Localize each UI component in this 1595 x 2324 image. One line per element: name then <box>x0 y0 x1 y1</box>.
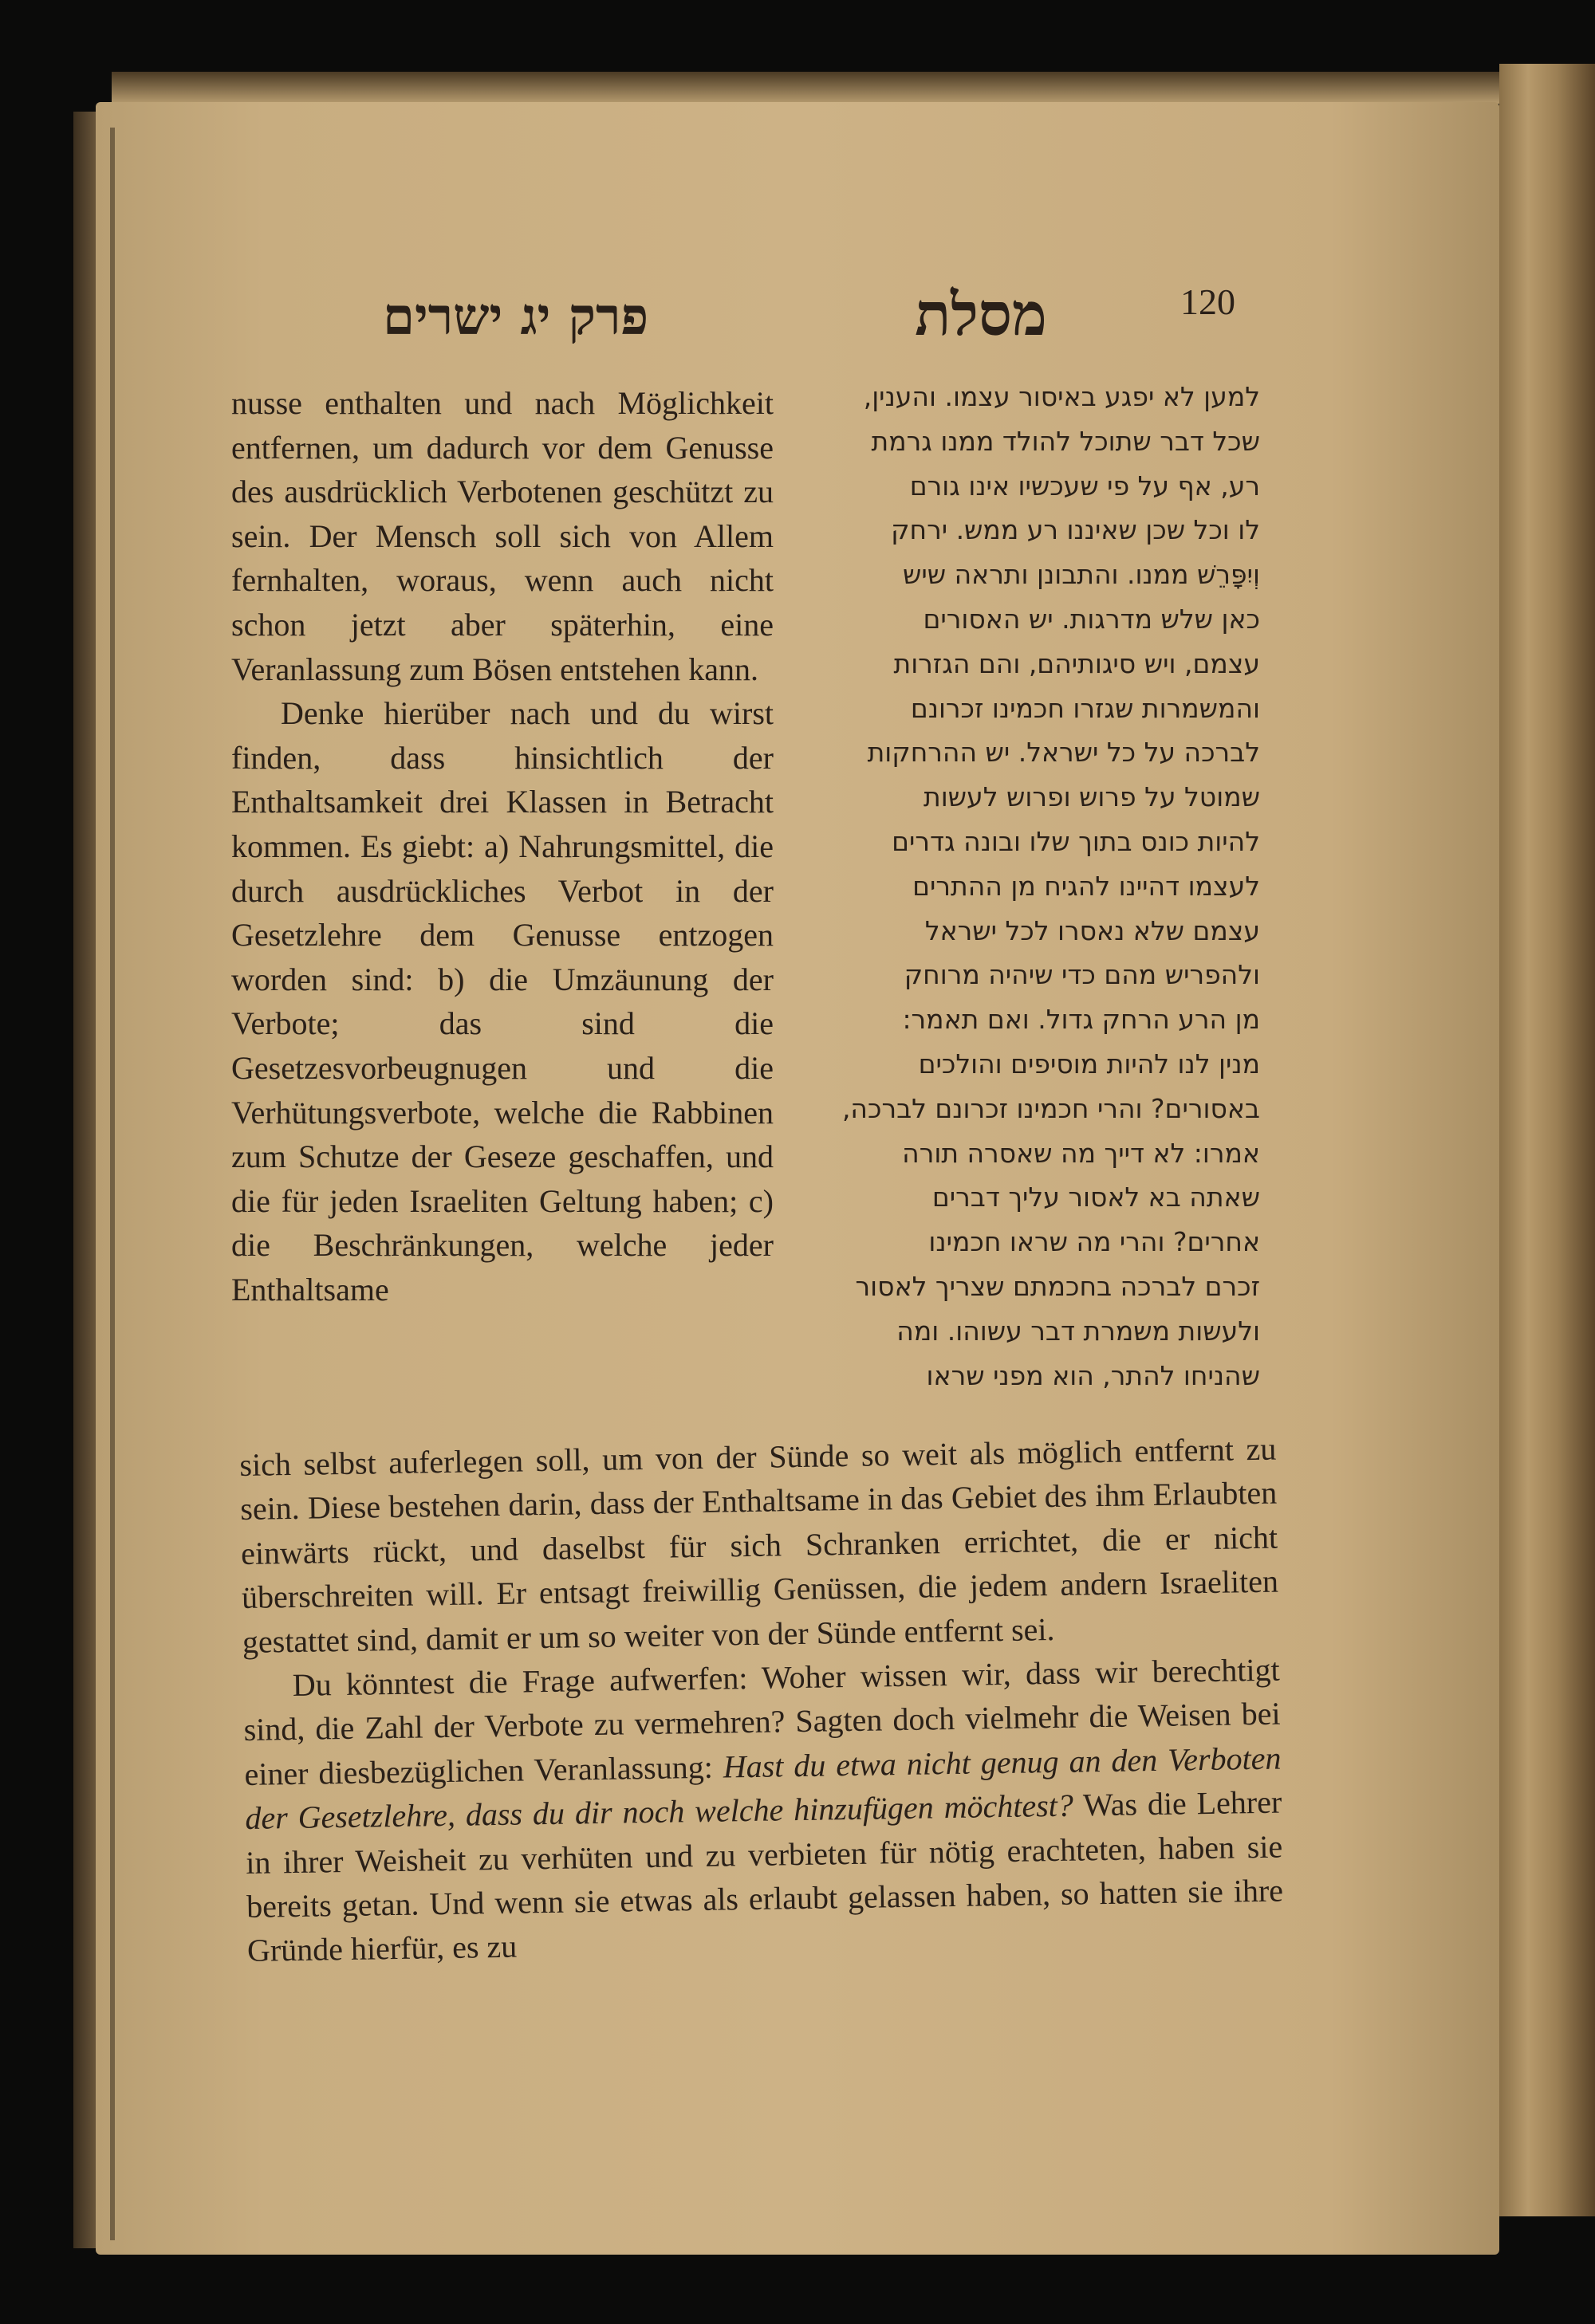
gutter-shadow <box>110 128 115 2240</box>
hebrew-line: שכל דבר שתוכל להולד ממנו גרמת <box>871 425 1260 457</box>
hebrew-line: מן הרע הרחק גדול. ואם תאמר: <box>902 1004 1260 1036</box>
hebrew-line: זכרם לברכה בחכמתם שצריך לאסור <box>855 1270 1260 1302</box>
german-paragraph: nusse enthalten und nach Möglichkeit entfernen, um dadurch vor dem Genusse des ausdrücklich Verbotenen geschützt zu sein. Der Mensch soll sich von Allem fernhalten, woraus, wenn auch nicht schon jetzt aber späterhin, eine Veranlassung zum Bösen entstehen kann. <box>231 385 774 687</box>
paragraph-start: Du könntest die Frage aufwerfen: Woher wissen wir, dass wir berechtigt sind, die Zahl der Verbote zu vermehren? Sagten doch vielmehr die Weisen bei einer diesbezüglichen Veranlassung: <box>243 1651 1281 1792</box>
hebrew-line: מנין לנו להיות מוסיפים והולכים <box>918 1048 1260 1079</box>
german-paragraph: Denke hierüber nach und du wirst finden, dass hinsichtlich der Enthaltsamkeit drei Klassen in Betracht kommen. Es giebt: a) Nahrungsmittel, die durch ausdrückliches Verbot in der Gesetzlehre dem Genusse entzogen worden sind: b) die Umzäunung der Verbote; das sind die Gesetzesvorbeugnugen und die Verhütungsverbote, welche die Rabbinen zum Schutze der Geseze geschaffen, und die für jeden Israeliten Geltung haben; c) die Beschränkungen, welche jeder Enthaltsame <box>231 695 774 1307</box>
hebrew-line: לו וכל שכן שאיננו רע ממש. ירחק <box>891 514 1260 546</box>
german-paragraph: sich selbst auferlegen soll, um von der Sünde so weit als möglich entfernt zu sein. Diese bestehen darin, dass der Enthaltsame in das Gebiet des ihm Erlaubten einwärts rückt, und daselbst für sich Schranken errichtet, die er nicht überschreiten will. Er entsagt freiwillig Genüssen, die jedem andern Israeliten gestattet sind, damit er um so weiter von der Sünde entfernt sei. <box>239 1430 1279 1660</box>
hebrew-line: לברכה על כל ישראל. יש ההרחקות <box>867 737 1260 769</box>
full-width-text <box>239 1427 1284 1973</box>
hebrew-line: וְיִפָּרֵשׁ ממנו. והתבונן ותראה שיש <box>902 559 1260 591</box>
hebrew-line: עצמם שלא נאסרו לכל ישראל <box>924 914 1260 946</box>
german-paragraph <box>242 1648 1284 1973</box>
paragraph-end: Was die Lehrer in ihrer Weisheit zu verhüten und zu verbieten für nötig erachteten, haben sie bereits getan. Und wenn sie etwas als erlaubt gelassen haben, so hatten sie ihre Gründe hierfür, es zu <box>245 1783 1284 1969</box>
italic-quote: Hast du etwa nicht genug an den Verboten der Gesetzlehre, dass du dir noch welche hinzufügen möchtest? <box>245 1740 1282 1837</box>
hebrew-line: לעצמו דהיינו להגיח מן ההתרים <box>912 870 1260 902</box>
hebrew-line: כאן שלש מדרגות. יש האסורים <box>923 603 1260 635</box>
hebrew-line: באסורים? והרי חכמינו זכרונם לברכה, <box>841 1092 1260 1124</box>
hebrew-line: שהניחו להתר, הוא מפני שראו <box>926 1359 1260 1391</box>
hebrew-line: שמוטל על פרוש ופרוש לעשות <box>924 781 1260 813</box>
hebrew-line: ולעשות משמרת דבר עשוהו. ומה <box>896 1315 1260 1347</box>
page-number: 120 <box>1180 281 1235 322</box>
hebrew-line: שאתה בא לאסור עליך דברים <box>931 1182 1260 1213</box>
book-top-edge <box>112 72 1515 104</box>
hebrew-line: אחרים? והרי מה שראו חכמינו <box>928 1226 1260 1258</box>
running-title-left: פרק יג ישרים <box>383 287 649 347</box>
hebrew-column <box>798 375 1260 1398</box>
hebrew-line: להיות כונס בתוך שלו ובונה גדרים <box>892 825 1260 857</box>
hebrew-line: והמשמרות שגזרו חכמינו זכרונם <box>910 692 1260 724</box>
hebrew-line: רע, אף על פי שעכשיו אינו גורם <box>909 470 1260 501</box>
hebrew-line: עצמם, ויש סיגותיהם, והם הגזרות <box>893 647 1260 679</box>
hebrew-line: אמרו: לא דייך מה שאסרה תורה <box>902 1137 1260 1169</box>
book-page-edges <box>1499 64 1595 2216</box>
hebrew-line: ולהפריש מהם כדי שיהיה מרוחק <box>904 959 1260 991</box>
hebrew-line: למען לא יפגע באיסור עצמו. והענין, <box>863 381 1260 412</box>
german-column <box>231 381 774 1311</box>
running-title-center: מסלת <box>915 281 1047 349</box>
